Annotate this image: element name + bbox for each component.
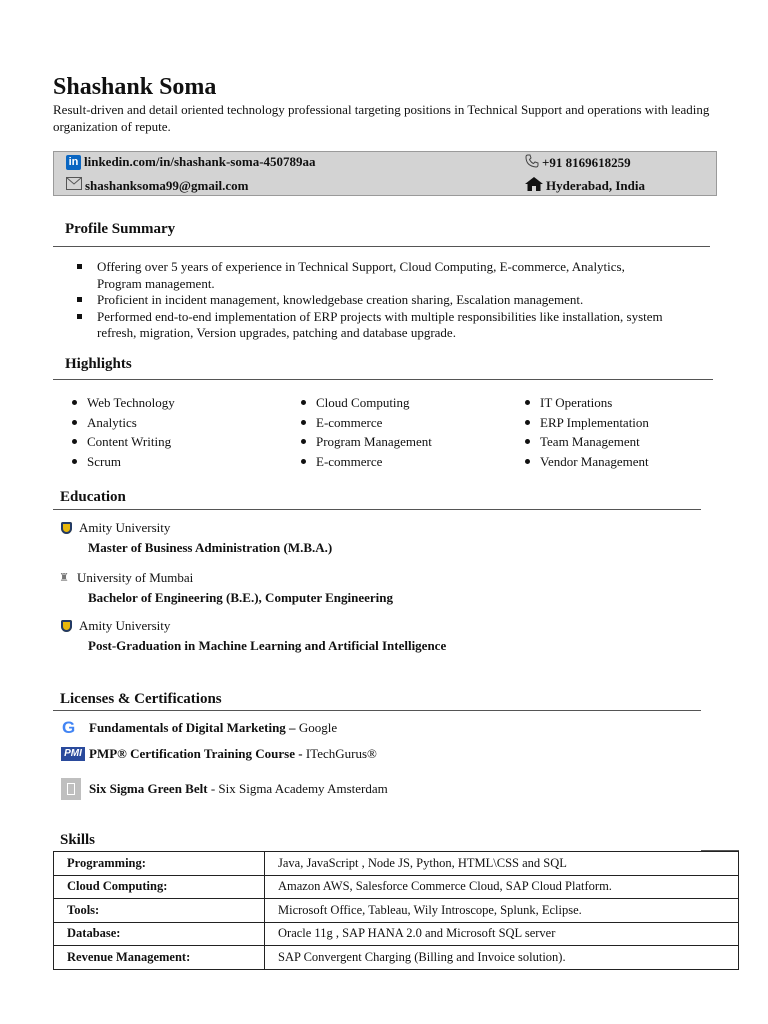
profile-summary-heading: Profile Summary	[65, 221, 176, 237]
highlights-column-1	[70, 393, 175, 472]
highlights-heading: Highlights	[65, 356, 132, 372]
certification-item	[62, 718, 337, 738]
skill-values: Java, JavaScript , Node JS, Python, HTML\CSS and SQL	[265, 852, 739, 876]
amity-logo-icon	[61, 620, 72, 632]
email-address[interactable]: shashanksoma99@gmail.com	[85, 177, 249, 193]
candidate-name: Shashank Soma	[53, 74, 217, 100]
mumbai-university-logo-icon: ♜	[59, 572, 69, 584]
linkedin-icon: in	[66, 155, 81, 170]
skills-heading: Skills	[60, 832, 96, 848]
list-item: Performed end-to-end implementation of ERP projects with multiple responsibilities like installation, system refresh, migration, Version upgrades, patching and database upgrade.	[65, 309, 665, 342]
highlights-column-3	[523, 393, 649, 472]
skill-category: Database:	[54, 922, 265, 946]
email-contact[interactable]	[66, 177, 248, 194]
education-heading: Education	[60, 489, 126, 505]
list-item: ERP Implementation	[523, 413, 649, 433]
linkedin-contact[interactable]	[66, 154, 316, 170]
certification-name: PMP® Certification Training Course -	[89, 746, 303, 761]
certification-issuer: - Six Sigma Academy Amsterdam	[207, 781, 388, 796]
list-item: Vendor Management	[523, 452, 649, 472]
table-row	[54, 875, 739, 899]
skill-category: Revenue Management:	[54, 946, 265, 970]
education-institution	[61, 520, 170, 536]
pmi-icon: PMI	[61, 747, 85, 761]
certification-name: Six Sigma Green Belt	[89, 781, 208, 796]
skill-values: Amazon AWS, Salesforce Commerce Cloud, SAP Cloud Platform.	[265, 875, 739, 899]
certifications-heading: Licenses & Certifications	[60, 691, 222, 707]
certification-name: Fundamentals of Digital Marketing –	[89, 720, 296, 735]
phone-number[interactable]: +91 8169618259	[542, 155, 631, 170]
skill-category: Tools:	[54, 899, 265, 923]
education-degree: Master of Business Administration (M.B.A.)	[88, 540, 333, 555]
list-item: E-commerce	[299, 452, 432, 472]
institution-name: University of Mumbai	[77, 570, 194, 585]
list-item: Proficient in incident management, knowledgebase creation sharing, Escalation management.	[65, 292, 665, 309]
google-icon: G	[62, 718, 76, 737]
list-item: Offering over 5 years of experience in Technical Support, Cloud Computing, E-commerce, Analytics, Program management.	[65, 259, 665, 292]
certification-issuer: ITechGurus®	[302, 746, 377, 761]
skill-values: SAP Convergent Charging (Billing and Invoice solution).	[265, 946, 739, 970]
table-row	[54, 852, 739, 876]
list-item: Content Writing	[70, 432, 175, 452]
skills-table	[53, 851, 739, 970]
certification-item	[61, 778, 388, 800]
linkedin-url[interactable]: linkedin.com/in/shashank-soma-450789aa	[84, 154, 316, 169]
list-item: Team Management	[523, 432, 649, 452]
highlights-divider	[53, 379, 713, 380]
institution-name: Amity University	[79, 520, 171, 535]
list-item: Analytics	[70, 413, 175, 433]
six-sigma-icon	[61, 778, 81, 800]
skill-values: Microsoft Office, Tableau, Wily Introscope, Splunk, Eclipse.	[265, 899, 739, 923]
list-item: IT Operations	[523, 393, 649, 413]
amity-logo-icon	[61, 522, 72, 534]
list-item: Web Technology	[70, 393, 175, 413]
location-contact	[525, 177, 645, 195]
phone-contact[interactable]	[525, 154, 631, 172]
skill-category: Programming:	[54, 852, 265, 876]
profile-summary-list	[65, 259, 665, 342]
home-icon	[525, 177, 543, 195]
envelope-icon	[66, 177, 82, 194]
location-text: Hyderabad, India	[546, 178, 645, 193]
table-row	[54, 922, 739, 946]
education-institution	[61, 618, 170, 634]
list-item: Program Management	[299, 432, 432, 452]
education-degree: Post-Graduation in Machine Learning and Artificial Intelligence	[88, 638, 447, 653]
phone-icon	[525, 154, 539, 172]
education-institution	[58, 570, 193, 586]
table-row	[54, 946, 739, 970]
highlights-column-2	[299, 393, 432, 472]
institution-name: Amity University	[79, 618, 171, 633]
skill-category: Cloud Computing:	[54, 875, 265, 899]
education-divider	[53, 509, 701, 510]
career-objective: Result-driven and detail oriented technology professional targeting positions in Technical Support and operations with leading organization of repute.	[53, 102, 710, 134]
skill-values: Oracle 11g , SAP HANA 2.0 and Microsoft SQL server	[265, 922, 739, 946]
profile-summary-divider	[53, 246, 710, 247]
table-row	[54, 899, 739, 923]
list-item: Scrum	[70, 452, 175, 472]
education-degree: Bachelor of Engineering (B.E.), Computer Engineering	[88, 590, 394, 605]
list-item: Cloud Computing	[299, 393, 432, 413]
certification-item	[61, 746, 377, 762]
contact-box	[53, 151, 717, 196]
certification-issuer: Google	[295, 720, 338, 735]
certifications-divider	[53, 710, 701, 711]
list-item: E-commerce	[299, 413, 432, 433]
